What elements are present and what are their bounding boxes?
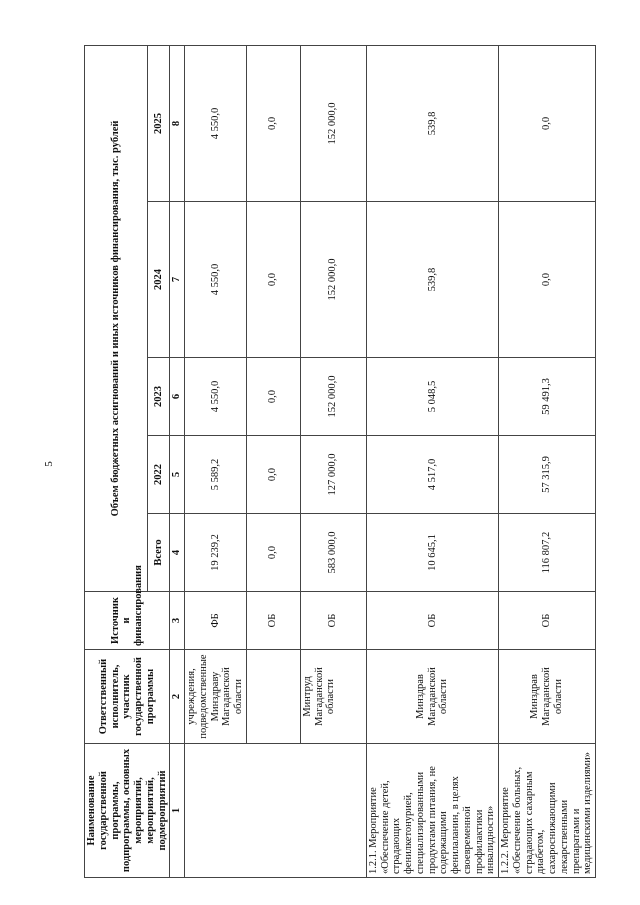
row-2024: 4 550,0	[184, 202, 246, 358]
row-2023: 5 048,5	[366, 358, 498, 436]
row-total: 116 807,2	[498, 514, 595, 592]
row-2025: 0,0	[498, 45, 595, 201]
row-responsible: Минздрав Магаданской области	[498, 650, 595, 744]
row-responsible: учреждения, подведомственные Минздраву Магаданской области	[184, 650, 246, 744]
row-2022: 5 589,2	[184, 436, 246, 514]
row-2022: 57 315,9	[498, 436, 595, 514]
row-2022: 4 517,0	[366, 436, 498, 514]
row-responsible	[246, 650, 300, 744]
row-total: 0,0	[246, 514, 300, 592]
row-source: ОБ	[246, 592, 300, 650]
row-2024: 0,0	[246, 202, 300, 358]
col-number: 7	[169, 202, 184, 358]
row-2025: 152 000,0	[300, 45, 366, 201]
row-total: 10 645,1	[366, 514, 498, 592]
row-2025: 4 550,0	[184, 45, 246, 201]
header-2025: 2025	[147, 45, 170, 201]
row-2024: 152 000,0	[300, 202, 366, 358]
col-number: 2	[169, 650, 184, 744]
rotated-table-wrapper	[84, 46, 593, 878]
row-2023: 59 491,3	[498, 358, 595, 436]
header-volume: Объем бюджетных ассигнований и иных источников финансирования, тыс. рублей	[84, 45, 147, 591]
row-total: 583 000,0	[300, 514, 366, 592]
page-number: 5	[42, 461, 55, 467]
table-row	[366, 45, 498, 877]
financing-table	[84, 45, 596, 878]
row-2024: 0,0	[498, 202, 595, 358]
row-2023: 4 550,0	[184, 358, 246, 436]
col-number: 5	[169, 436, 184, 514]
row-total: 19 239,2	[184, 514, 246, 592]
header-2024: 2024	[147, 202, 170, 358]
col-number: 6	[169, 358, 184, 436]
header-name: Наименование государственной программы, подпрограммы, основных мероприятий, мероприятий, подмероприятий	[84, 744, 169, 878]
row-2025: 539,8	[366, 45, 498, 201]
header-row-1	[84, 45, 147, 877]
row-responsible: Минздрав Магаданской области	[366, 650, 498, 744]
column-number-row	[169, 45, 184, 877]
header-total: Всего	[147, 514, 170, 592]
row-source: ОБ	[498, 592, 595, 650]
row-source: ОБ	[300, 592, 366, 650]
row-2022: 0,0	[246, 436, 300, 514]
col-number: 3	[169, 592, 184, 650]
row-responsible: Минтруд Магаданской области	[300, 650, 366, 744]
table-row	[184, 45, 246, 877]
row-2023: 0,0	[246, 358, 300, 436]
row-2022: 127 000,0	[300, 436, 366, 514]
row-2025: 0,0	[246, 45, 300, 201]
header-2022: 2022	[147, 436, 170, 514]
col-number: 1	[169, 744, 184, 878]
row-source: ОБ	[366, 592, 498, 650]
row-2023: 152 000,0	[300, 358, 366, 436]
header-source: Источник и финансирования	[84, 592, 169, 650]
col-number: 4	[169, 514, 184, 592]
row-name-cell: 1.2.1. Мероприятие «Обеспечение детей, страдающих фенилкетонурией, специализированными продуктами питания, не содержащими фенилаланин, в целях своевременной профилактики инвалидности»	[366, 744, 498, 878]
header-responsible: Ответственный исполнитель, участник государственной программы	[84, 650, 169, 744]
table-row	[498, 45, 595, 877]
row-name-cell	[184, 744, 366, 878]
row-2024: 539,8	[366, 202, 498, 358]
header-2023: 2023	[147, 358, 170, 436]
col-number: 8	[169, 45, 184, 201]
row-source: ФБ	[184, 592, 246, 650]
row-name-cell: 1.2.2. Мероприятие «Обеспечение больных, страдающих сахарным диабетом, сахароснижающими лекарственными препаратами и медицинскими изделиями»	[498, 744, 595, 878]
